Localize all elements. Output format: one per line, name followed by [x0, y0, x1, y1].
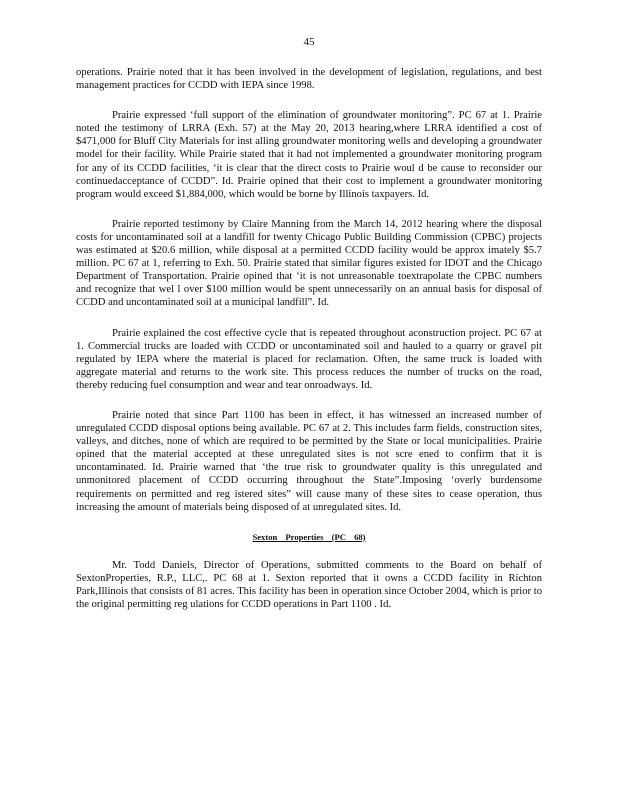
paragraph-operations: operations. Prairie noted that it has been involved in the development of legislation, regulations, and best management practices for CCDD with IEPA since 1998.: [76, 67, 542, 92]
document-body: [76, 66, 542, 628]
page-number: 45: [303, 36, 315, 48]
paragraph-sexton-properties: Mr. Todd Daniels, Director of Operations, submitted comments to the Board on behalf of SextonProperties, R.P., LLC,. PC 68 at 1. Sexton reported that it owns a CCDD facility in Richton Park,Illinois that consists of 81 acres. This facility has been in operation since October 2004, which is prior to the original permitting reg ulations for CCDD operations in Part 1100 . Id.: [76, 559, 542, 611]
paragraph-disposal-costs: Prairie reported testimony by Claire Manning from the March 14, 2012 hearing where the disposal costs for uncontaminated soil at a landfill for twenty Chicago Public Building Commission (CPBC) projects was estimated at $20.6 million, while disposal at a permitted CCDD facility would be approx imately $5.7 million. PC 67 at 1, referring to Exh. 50. Prairie stated that similar figures existed for IDOT and the Chicago Department of Transportation. Prairie opined that ‘it is not unreasonable toextrapolate the CPBC numbers and recognize that wel l over $100 million would be spent unnecessarily on an annual basis for disposal of CCDD and uncontaminated soil at a municipal landfill”. Id.: [76, 218, 542, 309]
paragraph-groundwater-monitoring: Prairie expressed ‘full support of the elimination of groundwater monitoring”. PC 67 at 1. Prairie noted the testimony of LRRA (Exh. 57) at the May 20, 2013 hearing,where LRRA identified a cost of $471,000 for Bluff City Materials for inst alling groundwater monitoring wells and developing a groundwater model for their facility. While Prairie stated that it had not implemented a groundwater monitoring program for any of its CCDD facilities, ‘it is clear that the direct costs to Prairie woul d be cause to reconsider our continuedacceptance of CCDD”. Id. Prairie opined that their cost to implement a groundwater monitoring program would exceed $1,884,000, which would be borne by Illinois taxpayers. Id.: [76, 110, 542, 200]
paragraph-unregulated-disposal: Prairie noted that since Part 1100 has been in effect, it has witnessed an increased number of unregulated CCDD disposal options being available. PC 67 at 2. This includes farm fields, construction sites, valleys, and ditches, none of which are required to be permitted by the State or local municipalities. Prairie opined that the material accepted at these unregulated sites is not scre ened to confirm that it is uncontaminated. Id. Prairie warned that ‘the true risk to groundwater quality is this unregulated and unmonitored placement of CCDD occurring throughout the State”.Imposing ‘overly burdensome requirements on permitted and reg istered sites” will cause many of these sites to cease operation, thus increasing the amount of materials being disposed of at unregulated sites. Id.: [76, 409, 542, 513]
paragraph-cost-effective-cycle: Prairie explained the cost effective cycle that is repeated throughout aconstruction project. PC 67 at 1. Commercial trucks are loaded with CCDD or uncontaminated soil and hauled to a quarry or gravel pit regulated by IEPA where the material is placed for reclamation. Often, the same truck is loaded with aggregate material and returns to the work site. This process reduces the number of trucks on the road, thereby reducing fuel consumption and wear and tear onroadways. Id.: [76, 327, 542, 391]
section-heading: Sexton Properties (PC 68): [252, 531, 366, 542]
